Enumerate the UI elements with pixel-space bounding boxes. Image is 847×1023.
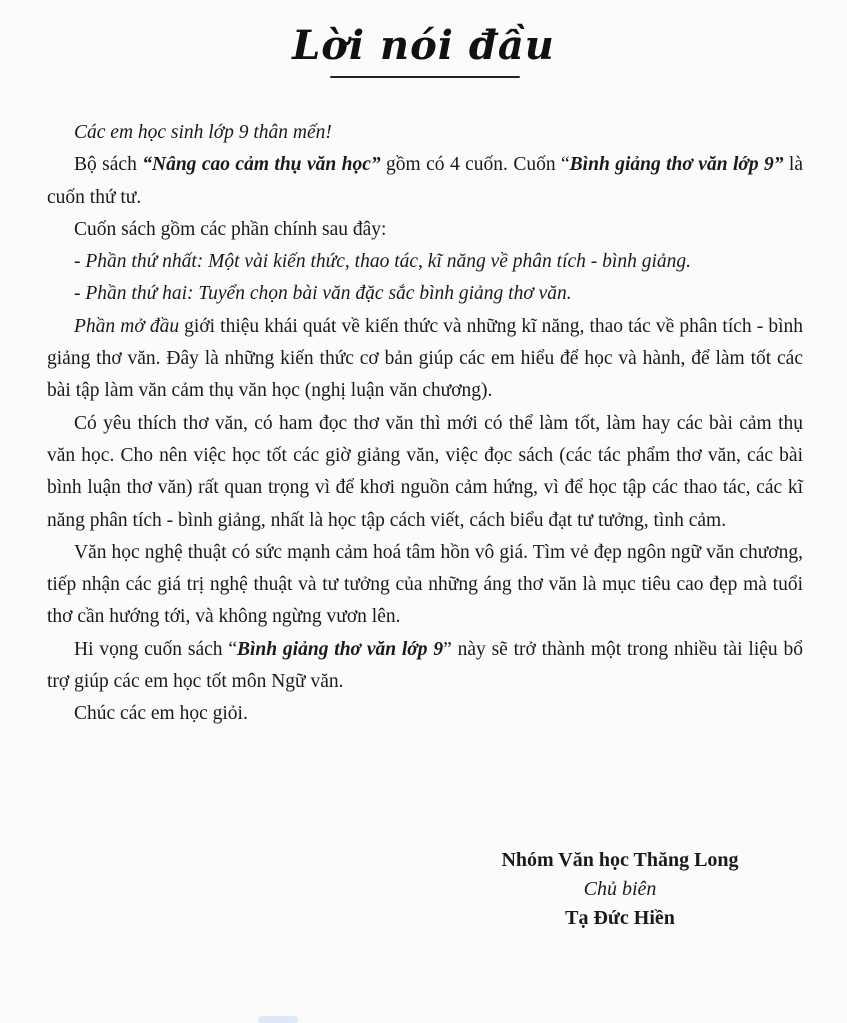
- paragraph-hope: Hi vọng cuốn sách “Bình giảng thơ văn lớp 9” này sẽ trở thành một trong nhiều tài liệu bổ trợ giúp các em học tốt môn Ngữ văn.: [47, 638, 803, 693]
- part-two-item: - Phần thứ hai: Tuyển chọn bài văn đặc sắc bình giảng thơ văn.: [74, 283, 572, 305]
- paragraph-wish: Chúc các em học giỏi.: [74, 703, 248, 725]
- greeting: Các em học sinh lớp 9 thân mến!: [74, 122, 332, 143]
- paragraph-contents-intro: Cuốn sách gồm các phần chính sau đây:: [74, 218, 387, 240]
- editor-name: Tạ Đức Hiền: [565, 907, 675, 929]
- book-title-2: Bình giảng thơ văn lớp 9: [237, 638, 444, 660]
- author-group: Nhóm Văn học Thăng Long: [501, 849, 739, 871]
- title-flourish: [330, 76, 520, 78]
- editor-role: Chủ biên: [583, 878, 657, 900]
- part-one-item: - Phần thứ nhất: Một vài kiến thức, thao tác, kĩ năng về phân tích - bình giảng.: [74, 251, 691, 273]
- paragraph-art: Văn học nghệ thuật có sức mạnh cảm hoá tâm hồn vô giá. Tìm vẻ đẹp ngôn ngữ văn chương, tiếp nhận các giá trị nghệ thuật và tư tưởng của những áng thơ văn là mục tiêu cao đẹp mà tuổi thơ cần hướng tới, và không ngừng vươn lên.: [47, 541, 803, 628]
- book-title: Bình giảng thơ văn lớp 9”: [569, 154, 784, 176]
- page-title: Lời nói đầu: [292, 22, 555, 69]
- paragraph-introduction: Phần mở đầu giới thiệu khái quát về kiến thức và những kĩ năng, thao tác về phân tích - bình giảng thơ văn. Đây là những kiến thức cơ bản giúp các em hiểu để học và hành, để làm tốt các bài tập làm văn cảm thụ văn học (nghị luận văn chương).: [47, 315, 803, 402]
- preface-body: [47, 117, 803, 731]
- scan-mark: [258, 1016, 298, 1023]
- signature-block: [440, 846, 800, 933]
- paragraph-reading: Có yêu thích thơ văn, có ham đọc thơ văn thì mới có thể làm tốt, làm hay các bài cảm thụ văn học. Cho nên việc học tốt các giờ giảng văn, việc đọc sách (các tác phẩm thơ văn, các bài bình luận thơ văn) rất quan trọng vì để khơi nguồn cảm hứng, vì để học tập các thao tác, các kĩ năng phân tích - bình giảng, nhất là học tập cách viết, cách biểu đạt tư tưởng, tình cảm.: [47, 412, 803, 531]
- series-title: “Nâng cao cảm thụ văn học”: [142, 154, 381, 176]
- intro-lead: Phần mở đầu: [74, 315, 180, 337]
- paragraph-series: Bộ sách “Nâng cao cảm thụ văn học” gồm có 4 cuốn. Cuốn “Bình giảng thơ văn lớp 9” là cuốn thứ tư.: [47, 154, 804, 208]
